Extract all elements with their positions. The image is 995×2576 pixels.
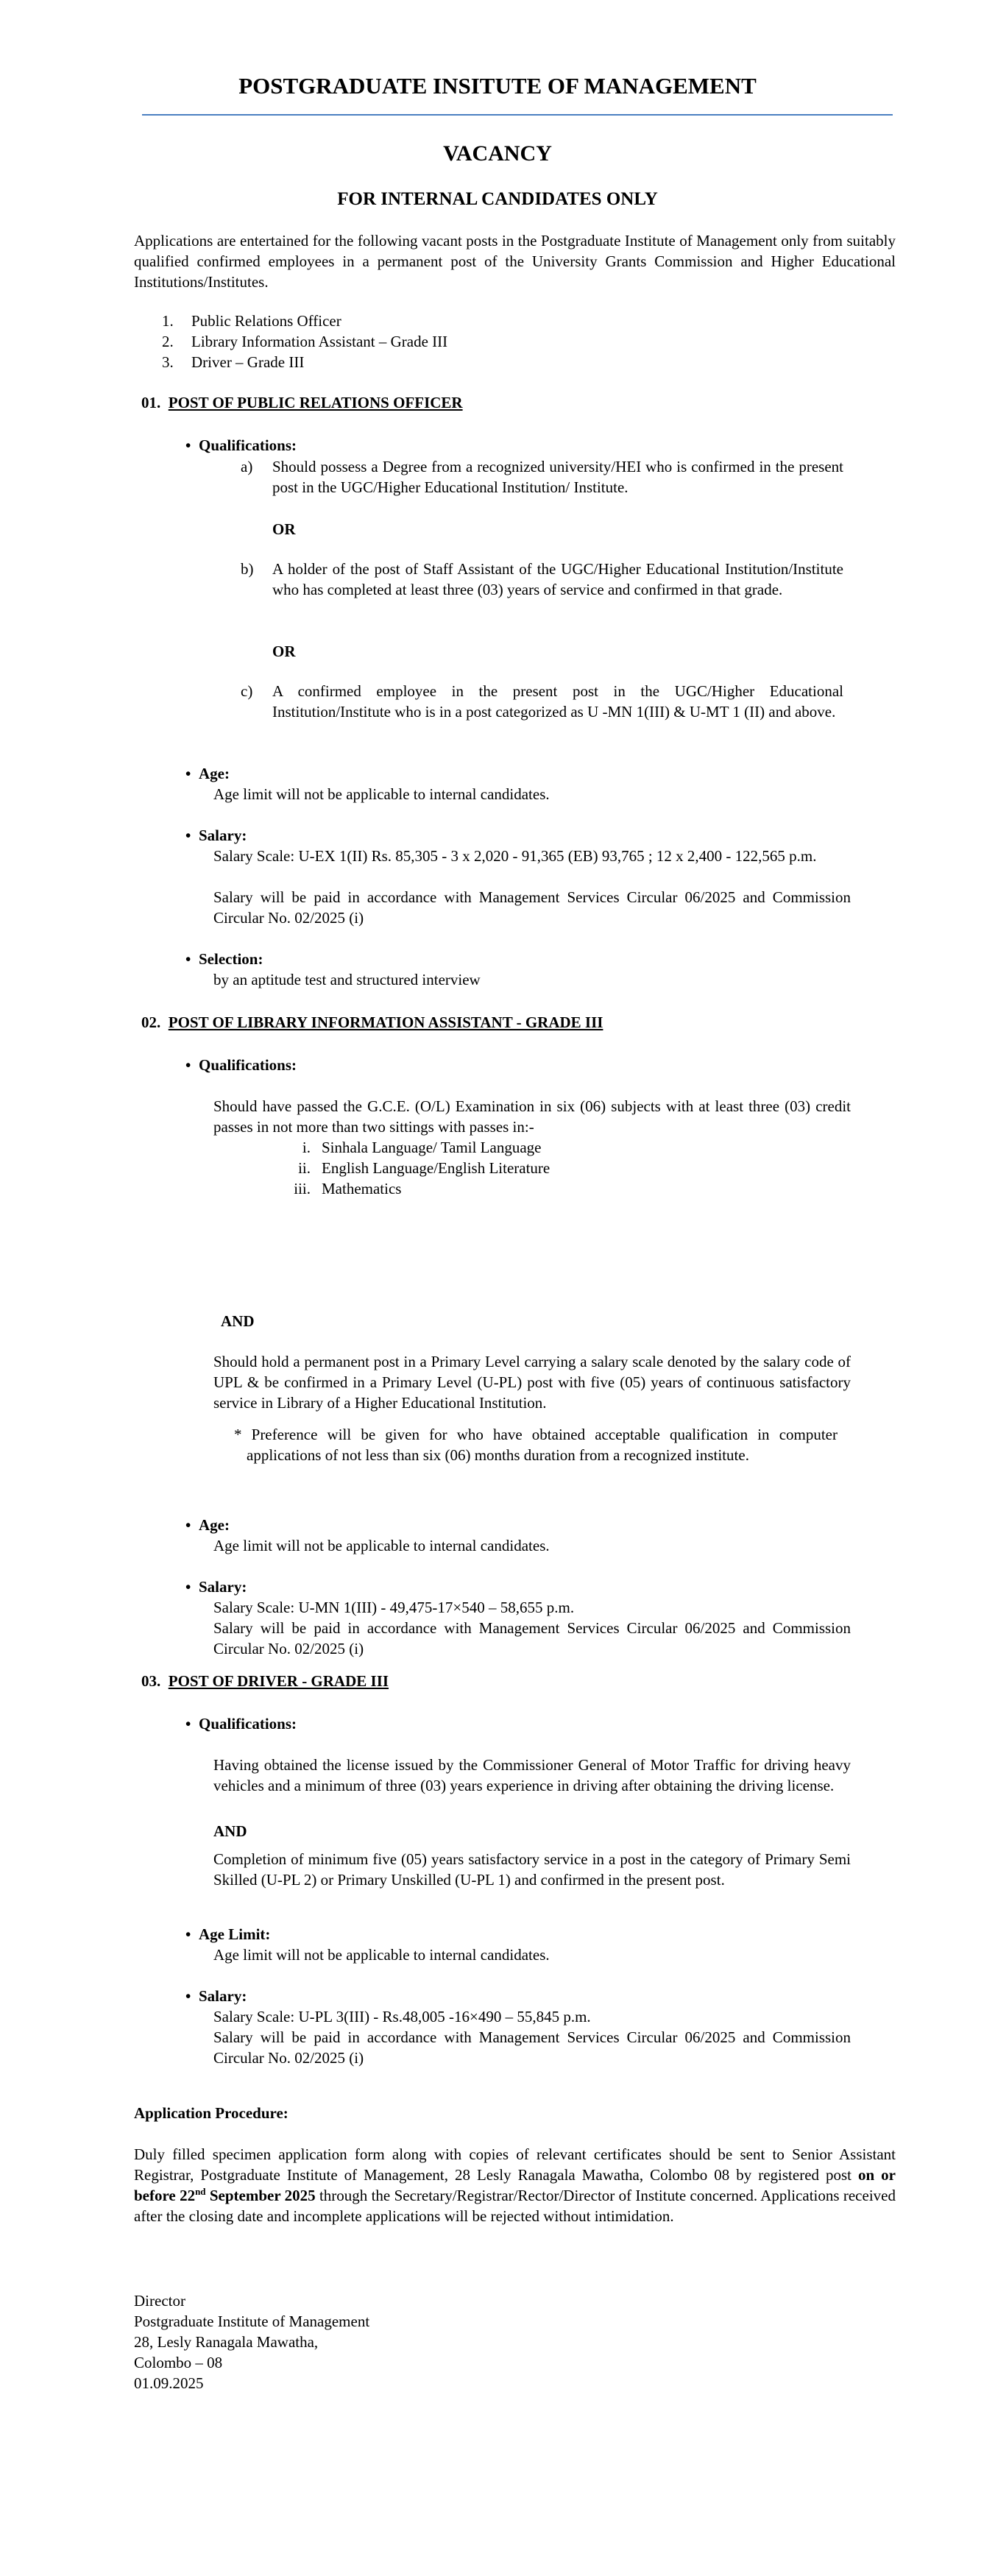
- s3-salary-note: Salary will be paid in accordance with Management Services Circular 06/2025 and Commission Circular No. 02/2025 (i): [213, 2028, 851, 2067]
- s3-and: AND: [213, 1822, 247, 1840]
- s1-age-text: Age limit will not be applicable to internal candidates.: [213, 785, 550, 803]
- signature-street: 28, Lesly Ranagala Mawatha,: [134, 2333, 319, 2351]
- section-2-title: POST OF LIBRARY INFORMATION ASSISTANT - GRADE III: [168, 1013, 603, 1031]
- list-item: 3. Driver – Grade III: [162, 353, 305, 371]
- s1-qualifications-label: • Qualifications:: [185, 436, 297, 454]
- list-item: ii. English Language/English Literature: [298, 1159, 550, 1177]
- s1-selection-label: • Selection:: [185, 950, 263, 968]
- s1-qualification-c: A confirmed employee in the present post in the UGC/Higher Educational Institution/Institute who is in a post categorized as U -MN 1(III) & U-MT 1 (II) and above.: [272, 682, 843, 721]
- s1-selection-text: by an aptitude test and structured interview: [213, 971, 481, 988]
- s3-age-text: Age limit will not be applicable to internal candidates.: [213, 1946, 550, 1964]
- post-list: [162, 311, 447, 372]
- list-item: iii. Mathematics: [294, 1180, 402, 1197]
- signature-date: 01.09.2025: [134, 2374, 204, 2392]
- section-2-heading: 02. POST OF LIBRARY INFORMATION ASSISTANT - GRADE III: [141, 1013, 603, 1031]
- s3-salary-label: • Salary:: [185, 1987, 247, 2005]
- signature-institute: Postgraduate Institute of Management: [134, 2313, 370, 2330]
- s3-qualification-text: Having obtained the license issued by the Commissioner General of Motor Traffic for driving heavy vehicles and a minimum of three (03) years experience in driving after obtaining the driving license.: [213, 1756, 851, 1794]
- section-1-heading: 01. POST OF PUBLIC RELATIONS OFFICER: [141, 394, 463, 411]
- s2-qualifications-label: • Qualifications:: [185, 1056, 297, 1074]
- s3-age-label: • Age Limit:: [185, 1925, 271, 1943]
- s2-salary-label: • Salary:: [185, 1578, 247, 1596]
- s1-or-1: OR: [272, 520, 296, 538]
- s1-qc-letter: c): [241, 682, 253, 700]
- s1-salary-scale: Salary Scale: U-EX 1(II) Rs. 85,305 - 3 x 2,020 - 91,365 (EB) 93,765 ; 12 x 2,400 - 122,565 p.m.: [213, 847, 817, 865]
- s2-preference-note: * Preference will be given for who have obtained acceptable qualification in computer applications of not less than six (06) months duration from a recognized institute.: [234, 1426, 838, 1464]
- section-1-title: POST OF PUBLIC RELATIONS OFFICER: [168, 394, 463, 411]
- list-item: 1. Public Relations Officer: [162, 312, 341, 330]
- internal-candidates-subtitle: FOR INTERNAL CANDIDATES ONLY: [337, 189, 658, 209]
- procedure-paragraph: Duly filled specimen application form along with copies of relevant certificates should be sent to Senior Assistant Registrar, Postgraduate Institute of Management, 28 Lesly Ranagala Mawatha, Colombo 08 by registered post on or before 22nd September 2025 through the Secretary/Registrar/Rector/Director of Institute concerned. Applications received after the closing date and incomplete applications will be rejected without intimidation.: [134, 2145, 896, 2225]
- intro-paragraph: Applications are entertained for the following vacant posts in the Postgraduate Institute of Management only from suitably qualified confirmed employees in a permanent post of the University Grants Commission and Higher Educational Institutions/Institutes.: [134, 232, 896, 291]
- list-item: 2. Library Information Assistant – Grade III: [162, 333, 448, 350]
- s1-qa-letter: a): [241, 458, 253, 475]
- s2-salary-scale: Salary Scale: U-MN 1(III) - 49,475-17×540 – 58,655 p.m.: [213, 1599, 575, 1616]
- s1-salary-label: • Salary:: [185, 827, 247, 844]
- s1-or-2: OR: [272, 643, 296, 660]
- signature-city: Colombo – 08: [134, 2354, 223, 2371]
- s3-service-text: Completion of minimum five (05) years satisfactory service in a post in the category of Primary Semi Skilled (U-PL 2) or Primary Unskilled (U-PL 1) and confirmed in the present post.: [213, 1850, 851, 1889]
- s2-salary-note: Salary will be paid in accordance with Management Services Circular 06/2025 and Commission Circular No. 02/2025 (i): [213, 1619, 851, 1657]
- signature-block: [134, 2290, 369, 2393]
- s2-age-label: • Age:: [185, 1516, 230, 1534]
- s1-qualification-b: A holder of the post of Staff Assistant of the UGC/Higher Educational Institution/Institute who has completed at least three (03) years of service and confirmed in that grade.: [272, 560, 843, 598]
- s2-age-text: Age limit will not be applicable to internal candidates.: [213, 1537, 550, 1554]
- vacancy-heading: VACANCY: [443, 141, 552, 166]
- s2-permanent-post-text: Should hold a permanent post in a Primary Level carrying a salary scale denoted by the salary code of UPL & be confirmed in a Primary Level (U-PL) post with five (05) years of continuous satisfactory service in Library of a Higher Educational Institution.: [213, 1353, 851, 1412]
- header-rule: [142, 114, 893, 116]
- s1-qb-letter: b): [241, 560, 254, 578]
- s2-and: AND: [221, 1312, 255, 1330]
- s1-qualification-a: Should possess a Degree from a recognized university/HEI who is confirmed in the present post in the UGC/Higher Educational Institution/ Institute.: [272, 458, 843, 496]
- s2-qualification-text: Should have passed the G.C.E. (O/L) Examination in six (06) subjects with at least three (03) credit passes in not more than two sittings with passes in:-: [213, 1097, 851, 1136]
- s1-age-label: • Age:: [185, 765, 230, 782]
- list-item: i. Sinhala Language/ Tamil Language: [302, 1139, 542, 1156]
- institute-title: POSTGRADUATE INSITUTE OF MANAGEMENT: [238, 73, 757, 99]
- signature-title: Director: [134, 2292, 185, 2310]
- s1-salary-note: Salary will be paid in accordance with Management Services Circular 06/2025 and Commission Circular No. 02/2025 (i): [213, 888, 851, 927]
- s3-salary-scale: Salary Scale: U-PL 3(III) - Rs.48,005 -16×490 – 55,845 p.m.: [213, 2008, 591, 2025]
- section-3-heading: 03. POST OF DRIVER - GRADE III: [141, 1672, 389, 1690]
- section-3-title: POST OF DRIVER - GRADE III: [168, 1672, 389, 1690]
- s3-qualifications-label: • Qualifications:: [185, 1715, 297, 1733]
- procedure-title: Application Procedure:: [134, 2104, 288, 2122]
- s2-subject-list: [287, 1137, 550, 1199]
